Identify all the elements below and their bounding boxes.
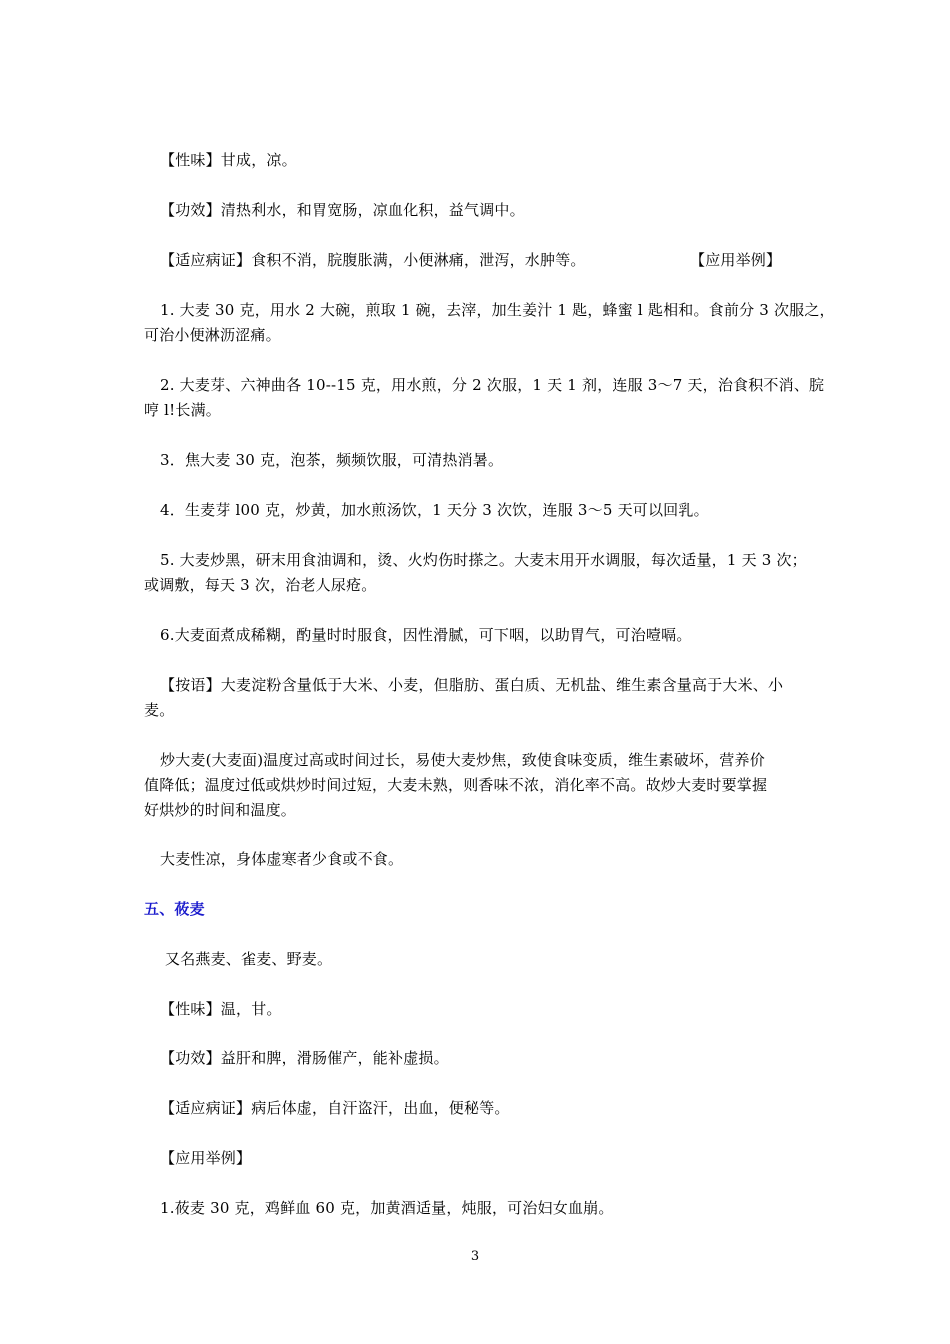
roasting-line-1: 炒大麦(大麦面)温度过高或时间过长，易使大麦炒焦，致使食味变质，维生素破坏，营养价: [160, 751, 765, 769]
example-2-line-1: 2. 大麦芽、六神曲各 10--15 克，用水煎，分 2 次服，1 天 1 剂，连服 3～7 天，治食积不消、脘: [160, 376, 825, 394]
oat-efficacy: 【功效】益肝和脾，滑肠催产，能补虚损。: [160, 1049, 449, 1067]
oat-property-taste: 【性味】温，甘。: [160, 1000, 282, 1018]
example-1-line-2: 可治小便淋沥涩痛。: [144, 326, 281, 344]
example-5-line-1: 5. 大麦炒黑，研末用食油调和，烫、火灼伤时搽之。大麦末用开水调服，每次适量，1 天 3 次；: [160, 551, 807, 569]
indications-text: 【适应病证】食积不消，脘腹胀满，小便淋痛，泄泻，水肿等。: [160, 251, 586, 269]
roasting-line-2: 值降低；温度过低或烘炒时间过短，大麦未熟，则香味不浓，消化率不高。故炒大麦时要掌握: [144, 776, 768, 794]
oat-example-1: 1.莜麦 30 克，鸡鲜血 60 克，加黄酒适量，炖服，可治妇女血崩。: [160, 1199, 614, 1217]
caution-paragraph: 大麦性凉，身体虚寒者少食或不食。: [160, 850, 404, 868]
example-4: 4．生麦芽 l00 克，炒黄，加水煎汤饮，1 天分 3 次饮，连服 3～5 天可以回乳。: [160, 501, 709, 519]
example-3: 3．焦大麦 30 克，泡茶，频频饮服，可清热消暑。: [160, 451, 504, 469]
example-2-line-2: 哼 l!长满。: [144, 401, 221, 419]
application-examples-tag: 【应用举例】: [690, 251, 782, 269]
paragraph-property-taste: 【性味】甘成，凉。: [160, 151, 297, 169]
note-line-1: 【按语】大麦淀粉含量低于大米、小麦，但脂肪、蛋白质、无机盐、维生素含量高于大米、小: [160, 676, 784, 694]
roasting-line-3: 好烘炒的时间和温度。: [144, 801, 297, 819]
oat-indications: 【适应病证】病后体虚，自汗盗汗，出血，便秘等。: [160, 1099, 510, 1117]
section-heading-oat: 五、莜麦: [144, 900, 205, 918]
page-number: 3: [470, 1249, 480, 1264]
example-5-line-2: 或调敷，每天 3 次，治老人尿疮。: [144, 576, 377, 594]
oat-application-tag: 【应用举例】: [160, 1149, 252, 1167]
example-6: 6.大麦面煮成稀糊，酌量时时服食，因性滑腻，可下咽，以助胃气，可治噎嗝。: [160, 626, 692, 644]
paragraph-efficacy: 【功效】清热利水，和胃宽肠，凉血化积，益气调中。: [160, 201, 525, 219]
note-line-2: 麦。: [144, 701, 175, 719]
alias-paragraph: 又名燕麦、雀麦、野麦。: [165, 950, 333, 968]
example-1-line-1: 1. 大麦 30 克，用水 2 大碗，煎取 1 碗，去滓，加生姜汁 1 匙，蜂蜜 l 匙相和。食前分 3 次服之，: [160, 301, 835, 319]
